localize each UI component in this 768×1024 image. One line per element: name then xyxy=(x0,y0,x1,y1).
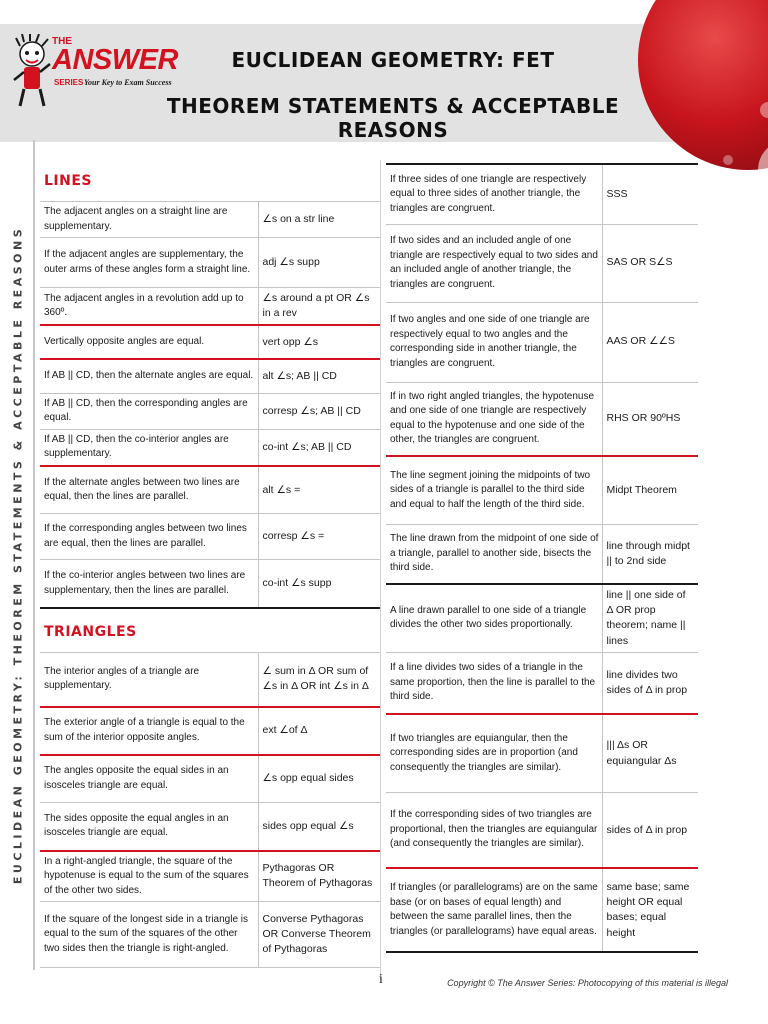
statement-cell: If two sides and an included angle of one triangle are respectively equal to two sides and an included angle of another triangle, the triangles are congruent. xyxy=(386,224,602,302)
statement-cell: If in two right angled triangles, the hypotenuse and one side of one triangle are respectively equal to the hypotenuse and one side of the other, the triangles are congruent. xyxy=(386,382,602,456)
reason-cell: Pythagoras OR Theorem of Pythagoras xyxy=(258,851,380,902)
side-divider xyxy=(33,140,35,970)
reason-cell: ∠s on a str line xyxy=(258,202,380,238)
table-row xyxy=(386,652,698,714)
statement-cell: If the corresponding sides of two triangles are proportional, then the triangles are equiangular (and consequently the triangles are similar). xyxy=(386,792,602,868)
table-row xyxy=(40,359,380,393)
statement-cell: The line segment joining the midpoints of two sides of a triangle is parallel to the third side and equal to half the length of the third side. xyxy=(386,456,602,524)
reason-cell: co-int ∠s supp xyxy=(258,560,380,608)
reason-cell: Midpt Theorem xyxy=(602,456,698,524)
statement-cell: If two triangles are equiangular, then the corresponding sides are in proportion (and consequently the triangles are similar). xyxy=(386,714,602,792)
statement-cell: If a line divides two sides of a triangle in the same proportion, then the line is parallel to the third side. xyxy=(386,652,602,714)
logo-tagline: Your Key to Exam Success xyxy=(84,78,172,87)
table-row xyxy=(40,514,380,560)
statement-cell: If the adjacent angles are supplementary, the outer arms of these angles form a straight line. xyxy=(40,238,258,288)
logo-answer: ANSWER xyxy=(52,44,178,76)
table-row xyxy=(386,524,698,584)
reason-cell: vert opp ∠s xyxy=(258,325,380,359)
statement-cell: If the corresponding angles between two lines are equal, then the lines are parallel. xyxy=(40,514,258,560)
theorems-table-right xyxy=(386,163,698,953)
reason-cell: co-int ∠s; AB || CD xyxy=(258,429,380,466)
statement-cell: If the alternate angles between two lines are equal, then the lines are parallel. xyxy=(40,466,258,514)
reason-cell: same base; same height OR equal bases; equal height xyxy=(602,868,698,952)
table-row xyxy=(386,382,698,456)
page-subtitle: THEOREM STATEMENTS & ACCEPTABLE REASONS xyxy=(166,94,620,142)
statement-cell: The angles opposite the equal sides in an isosceles triangle are equal. xyxy=(40,755,258,803)
statement-cell: If the co-interior angles between two lines are supplementary, then the lines are parallel. xyxy=(40,560,258,608)
table-row xyxy=(40,429,380,466)
section-heading-triangles: TRIANGLES xyxy=(44,624,137,640)
reason-cell: sides of Δ in prop xyxy=(602,792,698,868)
table-row xyxy=(386,224,698,302)
table-row xyxy=(40,707,380,755)
logo-series: SERIES xyxy=(54,78,84,87)
reason-cell: line divides two sides of Δ in prop xyxy=(602,652,698,714)
reason-cell: corresp ∠s; AB || CD xyxy=(258,393,380,429)
page-title: EUCLIDEAN GEOMETRY: FET xyxy=(231,48,555,72)
reason-cell: ||| Δs OR equiangular Δs xyxy=(602,714,698,792)
side-label-text: EUCLIDEAN GEOMETRY: THEOREM STATEMENTS & ACCEPTABLE REASONS xyxy=(11,225,25,885)
reason-cell: adj ∠s supp xyxy=(258,238,380,288)
reason-cell: RHS OR 90ºHS xyxy=(602,382,698,456)
statement-cell: The adjacent angles in a revolution add up to 360º. xyxy=(40,288,258,326)
statement-cell: In a right-angled triangle, the square of the hypotenuse is equal to the sum of the squares of the other two sides. xyxy=(40,851,258,902)
table-row xyxy=(40,851,380,902)
statement-cell: The line drawn from the midpoint of one side of a triangle, parallel to another side, bisects the third side. xyxy=(386,524,602,584)
reason-cell: ext ∠of Δ xyxy=(258,707,380,755)
statement-cell: The adjacent angles on a straight line are supplementary. xyxy=(40,202,258,238)
reason-cell: alt ∠s; AB || CD xyxy=(258,359,380,393)
statement-cell: If AB || CD, then the corresponding angles are equal. xyxy=(40,393,258,429)
statement-cell: A line drawn parallel to one side of a triangle divides the other two sides proportionally. xyxy=(386,584,602,652)
table-row xyxy=(386,584,698,652)
table-row xyxy=(386,164,698,224)
reason-cell: line || one side of Δ OR prop theorem; name || lines xyxy=(602,584,698,652)
statement-cell: If the square of the longest side in a triangle is equal to the sum of the squares of the other two sides then the triangle is right-angled. xyxy=(40,902,258,968)
table-row xyxy=(386,456,698,524)
statement-cell: If triangles (or parallelograms) are on the same base (or on bases of equal length) and between the same parallel lines, then the triangles (or parallelograms) have equal areas. xyxy=(386,868,602,952)
table-row xyxy=(40,560,380,608)
reason-cell: SAS OR S∠S xyxy=(602,224,698,302)
mascot-icon xyxy=(12,34,52,114)
statement-cell: The sides opposite the equal angles in an isosceles triangle are equal. xyxy=(40,803,258,851)
section-heading-lines: LINES xyxy=(44,173,92,189)
reason-cell: Converse Pythagoras OR Converse Theorem of Pythagoras xyxy=(258,902,380,968)
table-row xyxy=(40,325,380,359)
table-row xyxy=(386,868,698,952)
table-row xyxy=(40,653,380,707)
statement-cell: If AB || CD, then the co-interior angles are supplementary. xyxy=(40,429,258,466)
table-row xyxy=(386,792,698,868)
statement-cell: Vertically opposite angles are equal. xyxy=(40,325,258,359)
reason-cell: sides opp equal ∠s xyxy=(258,803,380,851)
page-number: i xyxy=(379,972,383,987)
statement-cell: The exterior angle of a triangle is equal to the sum of the interior opposite angles. xyxy=(40,707,258,755)
reason-cell: ∠s opp equal sides xyxy=(258,755,380,803)
reason-cell: ∠s around a pt OR ∠s in a rev xyxy=(258,288,380,326)
brand-logo xyxy=(12,34,178,114)
reason-cell: line through midpt || to 2nd side xyxy=(602,524,698,584)
reason-cell: SSS xyxy=(602,164,698,224)
triangles-table xyxy=(40,652,380,968)
lines-table xyxy=(40,201,380,609)
logo-the: THE xyxy=(52,36,72,47)
table-row xyxy=(40,902,380,968)
side-label xyxy=(4,140,32,970)
table-row xyxy=(40,202,380,238)
statement-cell: If two angles and one side of one triangle are respectively equal to two angles and the corresponding side in another triangle, the triangles are congruent. xyxy=(386,302,602,382)
column-divider xyxy=(380,160,381,980)
reason-cell: corresp ∠s = xyxy=(258,514,380,560)
table-row xyxy=(40,803,380,851)
reason-cell: AAS OR ∠∠S xyxy=(602,302,698,382)
table-row xyxy=(40,755,380,803)
statement-cell: If AB || CD, then the alternate angles are equal. xyxy=(40,359,258,393)
table-row xyxy=(40,393,380,429)
table-row xyxy=(386,302,698,382)
table-row xyxy=(40,238,380,288)
statement-cell: The interior angles of a triangle are supplementary. xyxy=(40,653,258,707)
reason-cell: alt ∠s = xyxy=(258,466,380,514)
reason-cell: ∠ sum in Δ OR sum of ∠s in Δ OR int ∠s in Δ xyxy=(258,653,380,707)
copyright-notice: Copyright © The Answer Series: Photocopying of this material is illegal xyxy=(447,978,728,988)
table-row xyxy=(40,288,380,326)
table-row xyxy=(386,714,698,792)
table-row xyxy=(40,466,380,514)
statement-cell: If three sides of one triangle are respectively equal to three sides of another triangle, the triangles are congruent. xyxy=(386,164,602,224)
